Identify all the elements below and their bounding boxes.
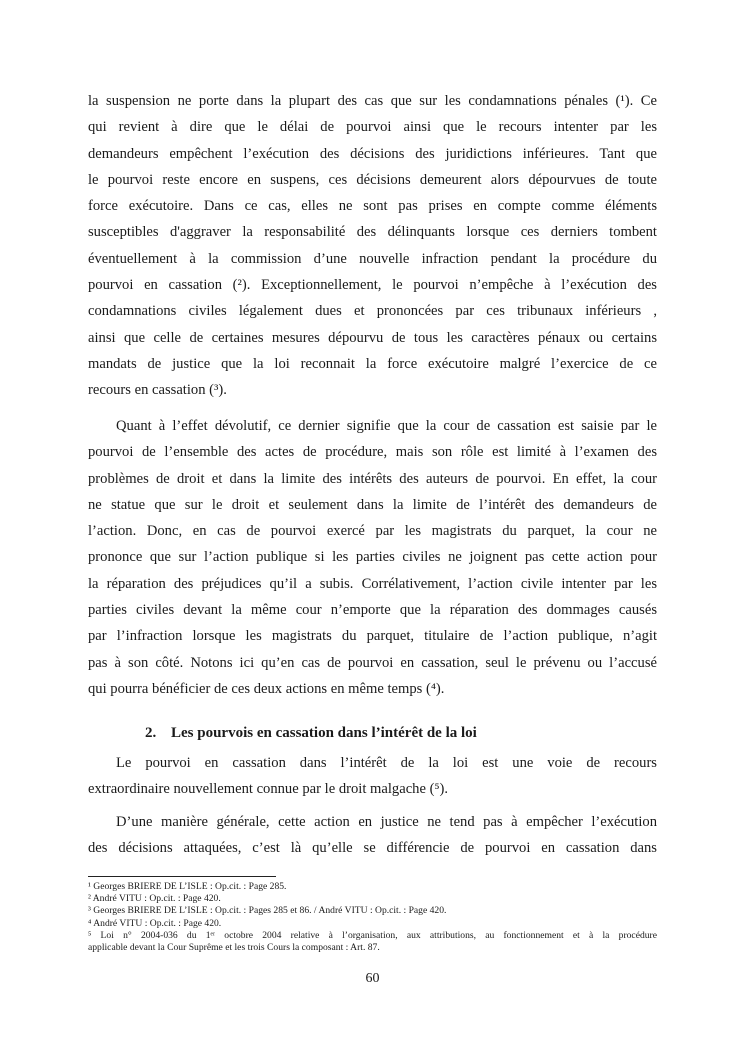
text-line: éventuellement à la commission d’une nouvelle infraction pendant la procédure du <box>88 250 657 267</box>
text-line: Quant à l’effet dévolutif, ce dernier signifie que la cour de cassation est saisie par le <box>116 418 657 434</box>
text-line: force exécutoire. Dans ce cas, elles ne sont pas prises en compte comme éléments <box>88 198 657 215</box>
text-line: mandats de justice que la loi reconnait la force exécutoire malgré l’exercice de ce <box>88 355 657 372</box>
text-line: D’une manière générale, cette action en justice ne tend pas à empêcher l’exécution <box>116 814 657 830</box>
paragraph-devolutive-effect <box>88 413 657 702</box>
text-line: pourvoi en cassation (²). Exceptionnellement, le pourvoi n’empêche à l’exécution des <box>88 277 657 294</box>
heading-number: 2. <box>145 725 157 741</box>
footnote: ⁴ André VITU : Op.cit. : Page 420. <box>88 917 222 929</box>
text-line: la suspension ne porte dans la plupart des cas que sur les condamnations pénales (¹). Ce <box>88 93 657 109</box>
text-line: qui pourra bénéficier de ces deux actions en même temps (⁴). <box>88 680 445 697</box>
paragraph-general <box>88 809 657 862</box>
footnote: ¹ Georges BRIERE DE L’ISLE : Op.cit. : Page 285. <box>88 881 287 892</box>
text-line: prononce que sur l’action publique si les parties civiles ne joignent pas cette action pour <box>88 549 657 566</box>
footnotes <box>88 881 657 954</box>
text-line: parties civiles devant la même cour n’emporte que la réparation des dommages causés <box>88 602 657 619</box>
text-line: le pourvoi reste encore en suspens, ces décisions demeurent alors dépourvues de toute <box>88 171 657 188</box>
text-line: Le pourvoi en cassation dans l’intérêt de la loi est une voie de recours <box>116 755 657 771</box>
footnote: ⁵ Loi n° 2004-036 du 1ᵉʳ octobre 2004 relative à l’organisation, aux attributions, au fonctionnement et à la procédure <box>88 929 657 941</box>
text-line: recours en cassation (³). <box>88 382 227 399</box>
text-line: pas à son côté. Notons ici qu’en cas de pourvoi en cassation, seul le prévenu ou l’accusé <box>88 654 657 671</box>
text-line: la réparation des préjudices qu’il a subis. Corrélativement, l’action civile intenter par les <box>88 575 657 592</box>
text-line: extraordinaire nouvellement connue par le droit malgache (⁵). <box>88 781 449 798</box>
footnote: ² André VITU : Op.cit. : Page 420. <box>88 893 221 905</box>
footnote: ³ Georges BRIERE DE L’ISLE : Op.cit. : Pages 285 et 86. / André VITU : Op.cit. : Page 420. <box>88 905 447 917</box>
text-line: condamnations civiles légalement dues et prononcées par ces tribunaux inférieurs , <box>88 303 657 320</box>
text-line: ainsi que celle de certaines mesures dépourvu de tous les caractères pénaux ou certains <box>88 329 657 346</box>
text-line: par l’infraction lorsque les magistrats du parquet, titulaire de l’action publique, n’agit <box>88 628 657 645</box>
text-line: demandeurs empêchent l’exécution des décisions des juridictions inférieures. Tant que <box>88 145 657 162</box>
text-line: des décisions attaquées, c’est là qu’elle se différencie de pourvoi en cassation dans <box>88 840 657 857</box>
page-number: 60 <box>365 971 380 986</box>
footnote: applicable devant la Cour Suprême et les trois Cours la composant : Art. 87. <box>88 941 380 953</box>
text-line: pourvoi de l’ensemble des actes de procédure, mais son rôle est limité à l’examen des <box>88 444 657 461</box>
text-line: qui revient à dire que le délai de pourvoi ainsi que le recours intenter par les <box>88 119 657 136</box>
paragraph-intro-interest-of-law <box>88 750 657 803</box>
section-heading <box>145 720 477 746</box>
text-line: l’action. Donc, en cas de pourvoi exercé par les magistrats du parquet, la cour ne <box>88 523 657 540</box>
heading-text: Les pourvois en cassation dans l’intérêt de la loi <box>171 725 477 741</box>
paragraph-suspensive-effect <box>88 88 657 404</box>
text-line: problèmes de droit et dans la limite des intérêts des auteurs de pourvoi. En effet, la cour <box>88 470 657 487</box>
text-line: ne statue que sur le droit et seulement dans la limite de l’intérêt des demandeurs de <box>88 496 657 513</box>
text-line: susceptibles d'aggraver la responsabilité des délinquants lorsque ces derniers tombent <box>88 224 657 241</box>
footnote-separator <box>88 876 276 877</box>
